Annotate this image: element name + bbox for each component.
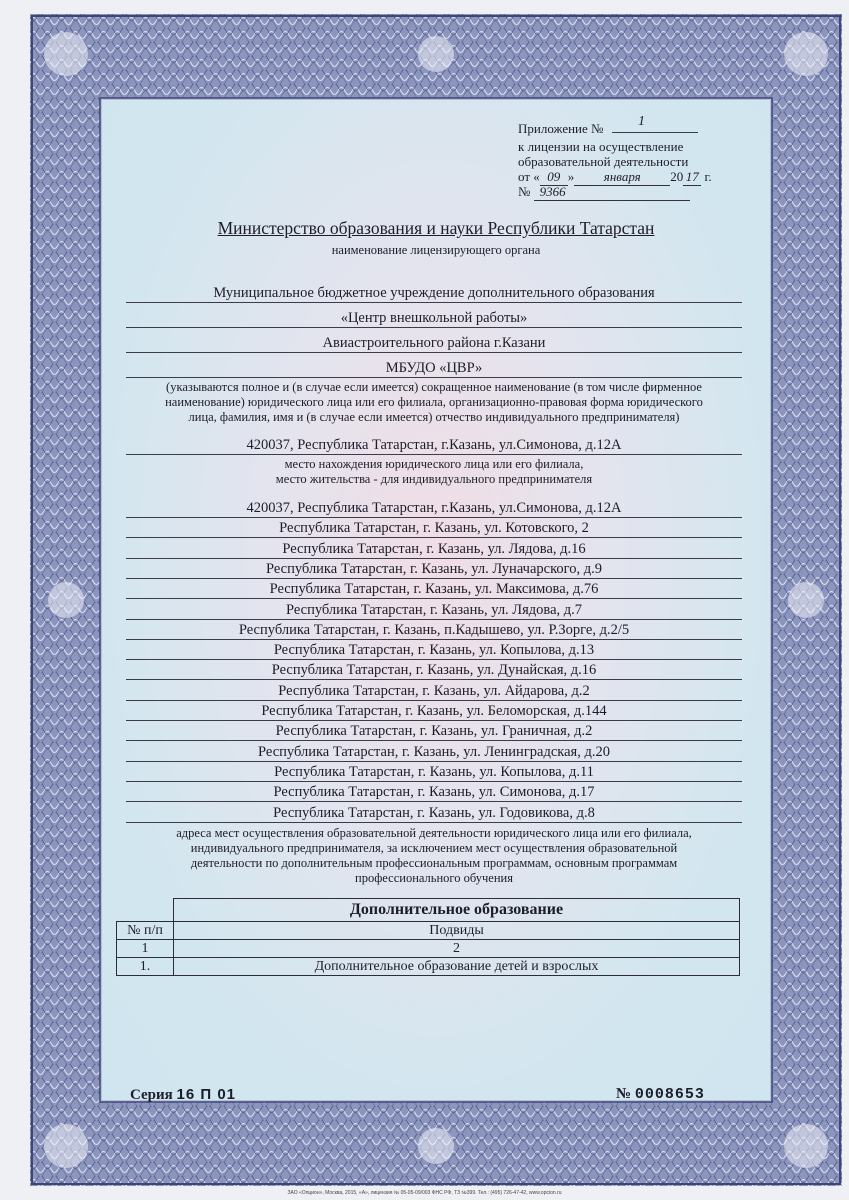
table-title-row <box>117 899 740 922</box>
table-title: Дополнительное образование <box>174 899 740 922</box>
legal-address: 420037, Республика Татарстан, г.Казань, ул.Симонова, д.12А <box>246 437 622 453</box>
date-month: января <box>574 169 670 186</box>
printer-note: ЗАО «Опцион», Москва, 2015, «А», лицензия № 05-05-09/003 ФНС РФ, ТЗ №399. Тел.: (495) 726-47-42, www.opcion.ru <box>287 1190 562 1196</box>
rule <box>126 598 742 599</box>
address-item: Республика Татарстан, г. Казань, п.Кадышево, ул. Р.Зорге, д.2/5 <box>238 621 630 638</box>
series: Серия 16 П 01 <box>130 1086 237 1103</box>
rule <box>126 700 742 701</box>
form-number-value: 0008653 <box>634 1086 705 1103</box>
org-name-line2: «Центр внешкольной работы» <box>340 310 528 326</box>
series-value: 16 П 01 <box>176 1086 237 1103</box>
col-number-header: № п/п <box>117 922 174 940</box>
address-item: Республика Татарстан, г. Казань, ул. Копылова, д.13 <box>273 642 595 659</box>
org-caption-2: наименование) юридического лица или его филиала, организационно-правовая форма юридического <box>165 395 703 409</box>
appendix-date: от « 09 » января 20 17 г. <box>518 169 712 184</box>
date-year: 17 <box>683 169 701 186</box>
rule <box>126 578 742 579</box>
address-item: Республика Татарстан, г. Казань, ул. Граничная, д.2 <box>275 723 593 740</box>
appendix-line3: образовательной деятельности <box>518 154 689 169</box>
rule <box>126 558 742 559</box>
org-name-line1: Муниципальное бюджетное учреждение дополнительного образования <box>213 285 655 301</box>
rule <box>126 679 742 680</box>
row-subtype: Дополнительное образование детей и взрослых <box>174 958 740 976</box>
col-index-1: 1 <box>117 940 174 958</box>
col-index-2: 2 <box>174 940 740 958</box>
rule <box>126 537 742 538</box>
address-item: Республика Татарстан, г. Казань, ул. Айдарова, д.2 <box>278 682 590 699</box>
org-short-name: МБУДО «ЦВР» <box>385 360 483 376</box>
appendix-number-line <box>612 118 698 133</box>
rule <box>126 377 742 378</box>
licensing-authority: Министерство образования и науки Республики Татарстан <box>217 218 655 238</box>
address-item: Республика Татарстан, г. Казань, ул. Лядова, д.7 <box>285 601 583 618</box>
rule <box>126 720 742 721</box>
address-item: Республика Татарстан, г. Казань, ул. Ленинградская, д.20 <box>258 743 610 760</box>
addresses-caption-1: адреса мест осуществления образовательной деятельности юридического лица или его филиала, <box>176 826 692 840</box>
rule <box>126 659 742 660</box>
org-caption-3: лица, фамилия, имя и (в случае если имеется) отчество индивидуального предпринимателя) <box>188 410 680 424</box>
rule <box>126 781 742 782</box>
address-item: Республика Татарстан, г. Казань, ул. Симонова, д.17 <box>273 784 595 801</box>
appendix-license-no: № 9366 <box>518 184 690 201</box>
rule <box>126 352 742 353</box>
address-item: Республика Татарстан, г. Казань, ул. Годовикова, д.8 <box>273 804 595 821</box>
address-item: 420037, Республика Татарстан, г.Казань, ул.Симонова, д.12А <box>246 500 622 516</box>
rule <box>126 822 742 823</box>
rule <box>126 761 742 762</box>
authority-caption: наименование лицензирующего органа <box>331 243 541 257</box>
addresses-caption-2: индивидуального предпринимателя, за исключением мест осуществления образовательной <box>190 841 678 855</box>
date-day: 09 <box>540 169 568 186</box>
table-header-row <box>117 922 740 940</box>
rule <box>126 619 742 620</box>
address-item: Республика Татарстан, г. Казань, ул. Копылова, д.11 <box>274 763 594 780</box>
address-item: Республика Татарстан, г. Казань, ул. Максимова, д.76 <box>269 581 599 598</box>
addresses-caption-4: профессионального обучения <box>355 871 513 885</box>
rule <box>126 517 742 518</box>
rule <box>126 327 742 328</box>
education-table <box>116 898 740 976</box>
rule <box>126 302 742 303</box>
address-item: Республика Татарстан, г. Казань, ул. Дунайская, д.16 <box>271 662 597 679</box>
legal-address-caption-2: место жительства - для индивидуального предпринимателя <box>275 472 593 486</box>
address-item: Республика Татарстан, г. Казань, ул. Беломорская, д.144 <box>261 703 607 719</box>
row-number: 1. <box>117 958 174 976</box>
table-index-row <box>117 940 740 958</box>
rule <box>126 639 742 640</box>
appendix-line2: к лицензии на осуществление <box>518 139 684 154</box>
col-subtype-header: Подвиды <box>174 922 740 940</box>
legal-address-caption-1: место нахождения юридического лица или его филиала, <box>284 457 584 471</box>
org-name-line3: Авиастроительного района г.Казани <box>322 335 546 351</box>
appendix-number: 1 <box>638 114 645 129</box>
org-caption-1: (указываются полное и (в случае если имеется) сокращенное наименование (в том числе фирменное <box>166 380 702 394</box>
address-item: Республика Татарстан, г. Казань, ул. Лядова, д.16 <box>282 540 586 557</box>
addresses-caption-3: деятельности по дополнительным профессиональным программам, основным программам <box>190 856 678 870</box>
address-item: Республика Татарстан, г. Казань, ул. Котовского, 2 <box>279 520 589 537</box>
rule <box>126 454 742 455</box>
rule <box>126 801 742 802</box>
address-item: Республика Татарстан, г. Казань, ул. Луначарского, д.9 <box>266 560 602 577</box>
form-number: № 0008653 <box>616 1086 705 1103</box>
appendix-label: Приложение № <box>518 121 604 136</box>
table-row <box>117 958 740 976</box>
rule <box>126 740 742 741</box>
